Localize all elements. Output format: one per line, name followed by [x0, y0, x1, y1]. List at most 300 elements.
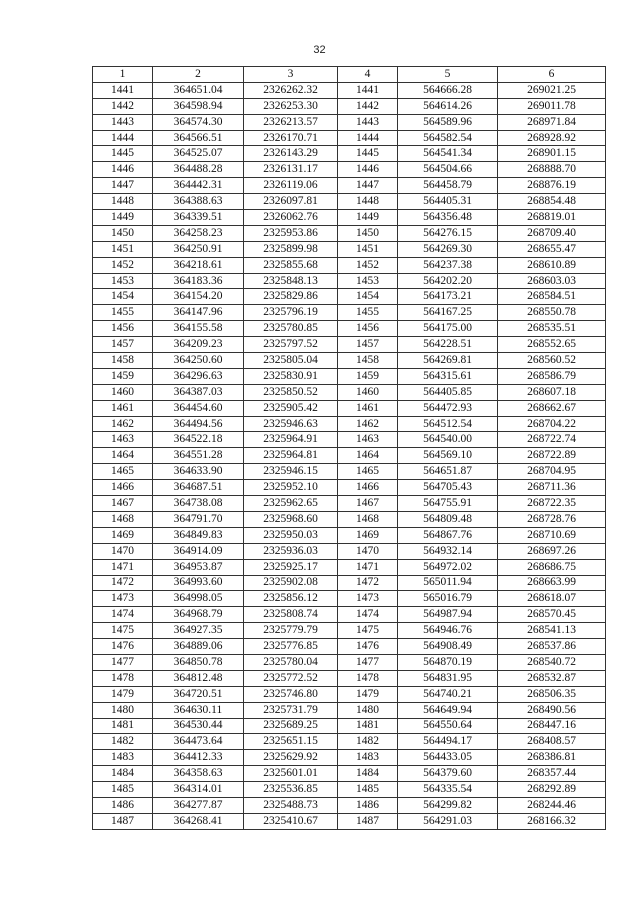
- table-cell: 2326213.57: [244, 114, 338, 130]
- table-row: [93, 623, 606, 639]
- table-cell: 1476: [338, 639, 398, 655]
- coordinates-table: [92, 66, 606, 830]
- table-row: [93, 289, 606, 305]
- table-cell: 364388.63: [153, 194, 244, 210]
- table-cell: 1486: [93, 797, 153, 813]
- table-cell: 268490.56: [498, 702, 606, 718]
- table-header-row: [93, 67, 606, 83]
- table-cell: 2325410.67: [244, 813, 338, 829]
- table-cell: 1473: [338, 591, 398, 607]
- table-cell: 1450: [93, 225, 153, 241]
- table-cell: 1464: [93, 448, 153, 464]
- table-cell: 364387.03: [153, 384, 244, 400]
- table-cell: 364630.11: [153, 702, 244, 718]
- column-header: 6: [498, 67, 606, 83]
- table-cell: 564405.85: [398, 384, 498, 400]
- table-cell: 1454: [93, 289, 153, 305]
- column-header: 3: [244, 67, 338, 83]
- table-cell: 364155.58: [153, 321, 244, 337]
- table-row: [93, 337, 606, 353]
- table-row: [93, 384, 606, 400]
- table-cell: 364314.01: [153, 782, 244, 798]
- table-row: [93, 527, 606, 543]
- table-cell: 564809.48: [398, 511, 498, 527]
- table-cell: 268697.26: [498, 543, 606, 559]
- table-cell: 2326097.81: [244, 194, 338, 210]
- table-body: [93, 82, 606, 829]
- table-cell: 1470: [338, 543, 398, 559]
- table-cell: 2326262.32: [244, 82, 338, 98]
- table-cell: 268586.79: [498, 368, 606, 384]
- table-cell: 1462: [338, 416, 398, 432]
- table-cell: 1463: [93, 432, 153, 448]
- table-cell: 1460: [93, 384, 153, 400]
- table-cell: 2325488.73: [244, 797, 338, 813]
- table-cell: 268408.57: [498, 734, 606, 750]
- table-cell: 268166.32: [498, 813, 606, 829]
- table-row: [93, 146, 606, 162]
- table-cell: 1442: [338, 98, 398, 114]
- table-cell: 268711.36: [498, 480, 606, 496]
- table-cell: 364250.91: [153, 241, 244, 257]
- table-cell: 2326253.30: [244, 98, 338, 114]
- table-cell: 268709.40: [498, 225, 606, 241]
- table-cell: 268552.65: [498, 337, 606, 353]
- table-cell: 268854.48: [498, 194, 606, 210]
- table-cell: 1471: [338, 559, 398, 575]
- table-cell: 564569.10: [398, 448, 498, 464]
- table-row: [93, 178, 606, 194]
- table-cell: 364633.90: [153, 464, 244, 480]
- table-cell: 2326170.71: [244, 130, 338, 146]
- table-cell: 268901.15: [498, 146, 606, 162]
- table-cell: 268537.86: [498, 639, 606, 655]
- table-cell: 565016.79: [398, 591, 498, 607]
- table-row: [93, 210, 606, 226]
- table-cell: 364993.60: [153, 575, 244, 591]
- table-row: [93, 813, 606, 829]
- table-row: [93, 353, 606, 369]
- table-cell: 1469: [93, 527, 153, 543]
- table-cell: 364258.23: [153, 225, 244, 241]
- table-cell: 1463: [338, 432, 398, 448]
- table-cell: 2325629.92: [244, 750, 338, 766]
- table-cell: 564458.79: [398, 178, 498, 194]
- table-cell: 1454: [338, 289, 398, 305]
- table-cell: 1469: [338, 527, 398, 543]
- table-cell: 564582.54: [398, 130, 498, 146]
- table-cell: 268610.89: [498, 257, 606, 273]
- table-cell: 564512.54: [398, 416, 498, 432]
- table-cell: 564932.14: [398, 543, 498, 559]
- table-cell: 1452: [338, 257, 398, 273]
- table-cell: 1472: [93, 575, 153, 591]
- table-row: [93, 734, 606, 750]
- table-cell: 1446: [338, 162, 398, 178]
- table-cell: 564228.51: [398, 337, 498, 353]
- table-cell: 268655.47: [498, 241, 606, 257]
- table-row: [93, 607, 606, 623]
- table-cell: 1485: [338, 782, 398, 798]
- table-cell: 564705.43: [398, 480, 498, 496]
- table-cell: 1481: [93, 718, 153, 734]
- table-cell: 268686.75: [498, 559, 606, 575]
- table-row: [93, 368, 606, 384]
- table-cell: 364953.87: [153, 559, 244, 575]
- table-cell: 2326143.29: [244, 146, 338, 162]
- table-cell: 2326131.17: [244, 162, 338, 178]
- table-cell: 2325601.01: [244, 766, 338, 782]
- table-cell: 364998.05: [153, 591, 244, 607]
- table-cell: 2325855.68: [244, 257, 338, 273]
- table-cell: 1457: [338, 337, 398, 353]
- table-cell: 2325856.12: [244, 591, 338, 607]
- table-cell: 1471: [93, 559, 153, 575]
- table-cell: 268618.07: [498, 591, 606, 607]
- table-cell: 1455: [93, 305, 153, 321]
- table-cell: 1457: [93, 337, 153, 353]
- table-cell: 268704.95: [498, 464, 606, 480]
- table-cell: 364914.09: [153, 543, 244, 559]
- table-cell: 1479: [93, 686, 153, 702]
- column-header: 4: [338, 67, 398, 83]
- table-cell: 564972.02: [398, 559, 498, 575]
- table-cell: 268710.69: [498, 527, 606, 543]
- table-cell: 1448: [93, 194, 153, 210]
- table-cell: 1446: [93, 162, 153, 178]
- table-cell: 1466: [338, 480, 398, 496]
- table-cell: 1487: [338, 813, 398, 829]
- table-cell: 1443: [338, 114, 398, 130]
- table-cell: 564870.19: [398, 654, 498, 670]
- table-cell: 1460: [338, 384, 398, 400]
- table-row: [93, 225, 606, 241]
- table-cell: 1458: [93, 353, 153, 369]
- table-cell: 564269.81: [398, 353, 498, 369]
- table-cell: 2325952.10: [244, 480, 338, 496]
- table-cell: 268819.01: [498, 210, 606, 226]
- table-row: [93, 480, 606, 496]
- table-cell: 268662.67: [498, 400, 606, 416]
- table-cell: 268584.51: [498, 289, 606, 305]
- table-cell: 1475: [93, 623, 153, 639]
- table-cell: 364339.51: [153, 210, 244, 226]
- table-cell: 564540.00: [398, 432, 498, 448]
- table-cell: 2325964.91: [244, 432, 338, 448]
- table-cell: 268244.46: [498, 797, 606, 813]
- table-cell: 1459: [338, 368, 398, 384]
- table-cell: 1474: [93, 607, 153, 623]
- table-cell: 364566.51: [153, 130, 244, 146]
- table-cell: 2325731.79: [244, 702, 338, 718]
- table-cell: 1480: [93, 702, 153, 718]
- table-cell: 268570.45: [498, 607, 606, 623]
- table-row: [93, 305, 606, 321]
- table-row: [93, 559, 606, 575]
- table-row: [93, 114, 606, 130]
- table-cell: 1478: [338, 670, 398, 686]
- table-cell: 564541.34: [398, 146, 498, 162]
- table-cell: 268535.51: [498, 321, 606, 337]
- table-cell: 268876.19: [498, 178, 606, 194]
- table-cell: 364154.20: [153, 289, 244, 305]
- table-cell: 1456: [93, 321, 153, 337]
- table-cell: 564589.96: [398, 114, 498, 130]
- table-cell: 1452: [93, 257, 153, 273]
- table-cell: 364720.51: [153, 686, 244, 702]
- table-cell: 268540.72: [498, 654, 606, 670]
- table-cell: 364968.79: [153, 607, 244, 623]
- table-cell: 2325899.98: [244, 241, 338, 257]
- table-cell: 1442: [93, 98, 153, 114]
- table-cell: 1482: [338, 734, 398, 750]
- table-cell: 564550.64: [398, 718, 498, 734]
- table-cell: 1477: [93, 654, 153, 670]
- table-cell: 364183.36: [153, 273, 244, 289]
- table-cell: 268928.92: [498, 130, 606, 146]
- table-cell: 2325780.85: [244, 321, 338, 337]
- table-cell: 1487: [93, 813, 153, 829]
- table-row: [93, 654, 606, 670]
- table-cell: 2325905.42: [244, 400, 338, 416]
- table-cell: 1443: [93, 114, 153, 130]
- table-row: [93, 416, 606, 432]
- table-cell: 364494.56: [153, 416, 244, 432]
- table-cell: 564755.91: [398, 496, 498, 512]
- table-cell: 364651.04: [153, 82, 244, 98]
- table-cell: 1478: [93, 670, 153, 686]
- table-row: [93, 511, 606, 527]
- table-cell: 364218.61: [153, 257, 244, 273]
- table-cell: 1468: [338, 511, 398, 527]
- table-cell: 2325746.80: [244, 686, 338, 702]
- column-header: 2: [153, 67, 244, 83]
- table-cell: 564175.00: [398, 321, 498, 337]
- table-cell: 268722.74: [498, 432, 606, 448]
- table-cell: 1459: [93, 368, 153, 384]
- table-cell: 1458: [338, 353, 398, 369]
- table-cell: 2325964.81: [244, 448, 338, 464]
- table-cell: 364488.28: [153, 162, 244, 178]
- table-cell: 1484: [338, 766, 398, 782]
- table-cell: 564315.61: [398, 368, 498, 384]
- table-cell: 1447: [338, 178, 398, 194]
- table-row: [93, 797, 606, 813]
- table-row: [93, 82, 606, 98]
- table-cell: 1486: [338, 797, 398, 813]
- table-cell: 1448: [338, 194, 398, 210]
- table-row: [93, 750, 606, 766]
- table-cell: 564649.94: [398, 702, 498, 718]
- table-cell: 268357.44: [498, 766, 606, 782]
- table-cell: 1441: [338, 82, 398, 98]
- table-cell: 364687.51: [153, 480, 244, 496]
- table-cell: 2325651.15: [244, 734, 338, 750]
- table-cell: 364454.60: [153, 400, 244, 416]
- table-cell: 564173.21: [398, 289, 498, 305]
- table-cell: 268722.35: [498, 496, 606, 512]
- table-cell: 2325796.19: [244, 305, 338, 321]
- table-cell: 364296.63: [153, 368, 244, 384]
- table-row: [93, 575, 606, 591]
- table-cell: 268728.76: [498, 511, 606, 527]
- table-cell: 2325689.25: [244, 718, 338, 734]
- table-cell: 2326062.76: [244, 210, 338, 226]
- table-cell: 1465: [338, 464, 398, 480]
- table-cell: 564740.21: [398, 686, 498, 702]
- table-row: [93, 241, 606, 257]
- table-row: [93, 130, 606, 146]
- table-cell: 564299.82: [398, 797, 498, 813]
- table-cell: 364473.64: [153, 734, 244, 750]
- table-cell: 364147.96: [153, 305, 244, 321]
- table-cell: 2325797.52: [244, 337, 338, 353]
- table-cell: 564831.95: [398, 670, 498, 686]
- table-cell: 564908.49: [398, 639, 498, 655]
- table-cell: 1461: [93, 400, 153, 416]
- table-row: [93, 639, 606, 655]
- table-cell: 564666.28: [398, 82, 498, 98]
- table-row: [93, 591, 606, 607]
- table-row: [93, 782, 606, 798]
- table-cell: 268663.99: [498, 575, 606, 591]
- table-row: [93, 321, 606, 337]
- table-cell: 2325776.85: [244, 639, 338, 655]
- table-cell: 269021.25: [498, 82, 606, 98]
- table-cell: 364442.31: [153, 178, 244, 194]
- table-cell: 1480: [338, 702, 398, 718]
- table-cell: 1456: [338, 321, 398, 337]
- table-cell: 1484: [93, 766, 153, 782]
- table-cell: 564356.48: [398, 210, 498, 226]
- table-cell: 268541.13: [498, 623, 606, 639]
- table-cell: 268704.22: [498, 416, 606, 432]
- table-cell: 1453: [338, 273, 398, 289]
- table-row: [93, 702, 606, 718]
- table-row: [93, 448, 606, 464]
- table-cell: 364268.41: [153, 813, 244, 829]
- table-cell: 564651.87: [398, 464, 498, 480]
- table-row: [93, 273, 606, 289]
- table-cell: 564987.94: [398, 607, 498, 623]
- table-cell: 1482: [93, 734, 153, 750]
- table-cell: 268971.84: [498, 114, 606, 130]
- table-row: [93, 194, 606, 210]
- table-cell: 364738.08: [153, 496, 244, 512]
- table-cell: 1450: [338, 225, 398, 241]
- table-cell: 269011.78: [498, 98, 606, 114]
- table-row: [93, 400, 606, 416]
- table-cell: 2325808.74: [244, 607, 338, 623]
- table-cell: 1444: [338, 130, 398, 146]
- table-cell: 564504.66: [398, 162, 498, 178]
- table-cell: 564167.25: [398, 305, 498, 321]
- table-cell: 564614.26: [398, 98, 498, 114]
- table-cell: 2325902.08: [244, 575, 338, 591]
- table-cell: 268550.78: [498, 305, 606, 321]
- table-row: [93, 98, 606, 114]
- page-number: 32: [313, 44, 326, 56]
- table-cell: 268506.35: [498, 686, 606, 702]
- table-cell: 268532.87: [498, 670, 606, 686]
- table-cell: 564237.38: [398, 257, 498, 273]
- table-cell: 364277.87: [153, 797, 244, 813]
- table-cell: 1476: [93, 639, 153, 655]
- table-cell: 364209.23: [153, 337, 244, 353]
- table-cell: 2325968.60: [244, 511, 338, 527]
- table-cell: 1455: [338, 305, 398, 321]
- table-cell: 1441: [93, 82, 153, 98]
- table-cell: 364927.35: [153, 623, 244, 639]
- table-cell: 364791.70: [153, 511, 244, 527]
- column-header: 5: [398, 67, 498, 83]
- table-cell: 2325829.86: [244, 289, 338, 305]
- table-cell: 1451: [338, 241, 398, 257]
- table-cell: 1462: [93, 416, 153, 432]
- table-cell: 1445: [338, 146, 398, 162]
- table-cell: 2325946.63: [244, 416, 338, 432]
- table-cell: 564291.03: [398, 813, 498, 829]
- table-cell: 364358.63: [153, 766, 244, 782]
- table-cell: 1483: [93, 750, 153, 766]
- table-row: [93, 543, 606, 559]
- table-cell: 268292.89: [498, 782, 606, 798]
- table-cell: 2325780.04: [244, 654, 338, 670]
- table-cell: 1474: [338, 607, 398, 623]
- table-cell: 1449: [338, 210, 398, 226]
- table-cell: 1473: [93, 591, 153, 607]
- table-cell: 564433.05: [398, 750, 498, 766]
- table-cell: 1467: [93, 496, 153, 512]
- table-cell: 364530.44: [153, 718, 244, 734]
- table-cell: 2325805.04: [244, 353, 338, 369]
- table-cell: 2325946.15: [244, 464, 338, 480]
- table-cell: 2325936.03: [244, 543, 338, 559]
- table-cell: 564946.76: [398, 623, 498, 639]
- table-cell: 1453: [93, 273, 153, 289]
- table-cell: 268607.18: [498, 384, 606, 400]
- table-cell: 564405.31: [398, 194, 498, 210]
- table-cell: 268722.89: [498, 448, 606, 464]
- table-cell: 564202.20: [398, 273, 498, 289]
- table-cell: 364850.78: [153, 654, 244, 670]
- table-cell: 268386.81: [498, 750, 606, 766]
- table-row: [93, 766, 606, 782]
- table-cell: 2325848.13: [244, 273, 338, 289]
- table-cell: 364598.94: [153, 98, 244, 114]
- table-cell: 1477: [338, 654, 398, 670]
- table-row: [93, 162, 606, 178]
- table-cell: 1449: [93, 210, 153, 226]
- table-row: [93, 257, 606, 273]
- table-cell: 2325779.79: [244, 623, 338, 639]
- table-row: [93, 718, 606, 734]
- table-cell: 564494.17: [398, 734, 498, 750]
- table-row: [93, 432, 606, 448]
- table-cell: 1472: [338, 575, 398, 591]
- table-cell: 564867.76: [398, 527, 498, 543]
- table-row: [93, 496, 606, 512]
- table-cell: 1475: [338, 623, 398, 639]
- table-cell: 1467: [338, 496, 398, 512]
- table-cell: 364412.33: [153, 750, 244, 766]
- table-cell: 268603.03: [498, 273, 606, 289]
- table-cell: 2325830.91: [244, 368, 338, 384]
- table-cell: 564472.93: [398, 400, 498, 416]
- table-cell: 364889.06: [153, 639, 244, 655]
- table-cell: 564335.54: [398, 782, 498, 798]
- table-cell: 1464: [338, 448, 398, 464]
